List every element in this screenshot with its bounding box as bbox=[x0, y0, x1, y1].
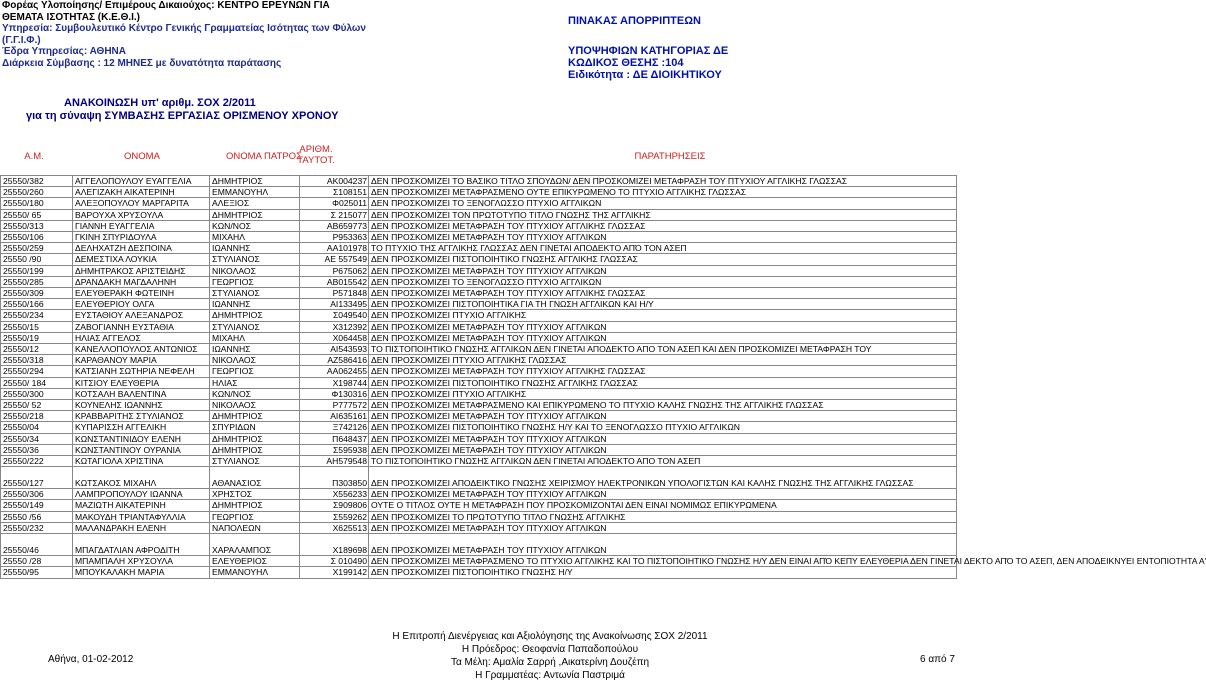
cell-father: ΔΗΜΗΤΡΙΟΣ bbox=[210, 176, 300, 187]
cell-father: ΜΙΧΑΗΛ bbox=[210, 332, 300, 343]
table-title: ΠΙΝΑΚΑΣ ΑΠΟΡΡΙΠΤΕΩΝ bbox=[568, 15, 701, 27]
candidate-category: ΥΠΟΨΗΦΙΩΝ ΚΑΤΗΓΟΡΙΑΣ ΔΕ bbox=[568, 45, 729, 57]
cell-father: ΧΑΡΑΛΑΜΠΟΣ bbox=[210, 534, 300, 556]
table-row bbox=[1, 254, 957, 265]
cell-name: ΚΩΝΣΤΑΝΤΙΝΙΔΟΥ ΕΛΕΝΗ bbox=[73, 433, 210, 444]
cell-am: 25550/95 bbox=[1, 567, 73, 578]
cell-am: 25550/ 184 bbox=[1, 377, 73, 388]
cell-father: ΔΗΜΗΤΡΙΟΣ bbox=[210, 411, 300, 422]
table-row bbox=[1, 522, 957, 533]
cell-remarks: ΔΕΝ ΠΡΟΣΚΟΜΙΖΕΙ ΜΕΤΑΦΡΑΣΗ ΤΟΥ ΠΤΥΧΙΟΥ ΑΓΓΛΙΚΩΝ bbox=[369, 321, 957, 332]
table-row bbox=[1, 556, 957, 567]
table-row bbox=[1, 467, 957, 489]
cell-am: 25550/222 bbox=[1, 456, 73, 467]
cell-am: 25550/19 bbox=[1, 332, 73, 343]
table-row bbox=[1, 209, 957, 220]
cell-id: ΑΙ635161 bbox=[300, 411, 369, 422]
cell-am: 25550/259 bbox=[1, 243, 73, 254]
announcement-line-2: για τη σύναψη ΣΥΜΒΑΣΗΣ ΕΡΓΑΣΙΑΣ ΟΡΙΣΜΕΝΟΥ ΧΡΟΝΟΥ bbox=[26, 110, 339, 122]
table-row bbox=[1, 310, 957, 321]
cell-am: 25550/149 bbox=[1, 500, 73, 511]
table-row bbox=[1, 500, 957, 511]
cell-name: ΚΩΤΑΓΙΟΛΑ ΧΡΙΣΤΙΝΑ bbox=[73, 456, 210, 467]
cell-father: ΔΗΜΗΤΡΙΟΣ bbox=[210, 500, 300, 511]
cell-father: ΕΛΕΥΘΕΡΙΟΣ bbox=[210, 556, 300, 567]
cell-remarks: ΔΕΝ ΠΡΟΣΚΟΜΙΖΕΙ ΜΕΤΑΦΡΑΣΜΕΝΟ ΤΟ ΠΤΥΧΙΟ ΑΓΓΛΙΚΗΣ ΚΑΙ ΤΟ ΠΙΣΤΟΠΟΙΗΤΙΚΟ ΓΝΩΣΗΣ Η/Υ ΔΕΝ ΕΙΝΑΙ ΑΠΌ ΚΕΠΥ ΕΛΕΥΘΕΡΙΑ ΔΕΝ ΓΙΝΕΤΑΙ ΔΕΚΤΟ ΑΠΌ ΤΟ ΑΣΕΠ, ΔΕΝ ΑΠΟΔΕΙΚΝΥΕΙ ΕΝΤΟΠΙΟΤΗΤΑ Α' bbox=[369, 556, 957, 567]
cell-father: ΚΩΝ/ΝΟΣ bbox=[210, 388, 300, 399]
col-father: ΟΝΟΜΑ ΠΑΤΡΟΣ bbox=[226, 151, 302, 162]
table-row bbox=[1, 511, 957, 522]
cell-father: ΚΩΝ/ΝΟΣ bbox=[210, 220, 300, 231]
cell-remarks: ΟΥΤΕ Ο ΤΙΤΛΟΣ ΟΥΤΕ Η ΜΕΤΑΦΡΑΣΗ ΠΟΥ ΠΡΟΣΚΟΜΙΖΟΝΤΑΙ ΔΕΝ ΕΙΝΑΙ ΝΟΜΙΜΩΣ ΕΠΙΚΥΡΩΜΕΝΑ bbox=[369, 500, 957, 511]
cell-remarks: ΔΕΝ ΠΡΟΣΚΟΜΙΖΕΙ ΜΕΤΑΦΡΑΣΗ ΤΟΥ ΠΤΥΧΙΟΥ ΑΓΓΛΙΚΩΝ bbox=[369, 522, 957, 533]
cell-name: ΗΛΙΑΣ ΑΓΓΕΛΟΣ bbox=[73, 332, 210, 343]
cell-father: ΜΙΧΑΗΛ bbox=[210, 232, 300, 243]
cell-id: ΑΙ133495 bbox=[300, 299, 369, 310]
position-code: ΚΩΔΙΚΟΣ ΘΕΣΗΣ :104 bbox=[568, 57, 684, 69]
cell-id: ΑΙ543593 bbox=[300, 344, 369, 355]
table-row bbox=[1, 220, 957, 231]
cell-name: ΔΗΜΗΤΡΑΚΟΣ ΑΡΙΣΤΕΙΔΗΣ bbox=[73, 265, 210, 276]
cell-name: ΓΙΑΝΝΗ ΕΥΑΓΓΕΛΙΑ bbox=[73, 220, 210, 231]
cell-name: ΛΑΜΠΡΟΠΟΥΛΟΥ ΙΩΑΝΝΑ bbox=[73, 489, 210, 500]
cell-remarks: ΔΕΝ ΠΡΟΣΚΟΜΙΖΕΙ ΠΙΣΤΟΠΟΙΗΤΙΚΟ ΓΝΩΣΗΣ Η/Υ ΚΑΙ ΤΟ ΞΕΝΟΓΛΩΣΣΟ ΠΤΥΧΙΟ ΑΓΓΛΙΚΩΝ bbox=[369, 422, 957, 433]
cell-am: 25550/46 bbox=[1, 534, 73, 556]
cell-father: ΓΕΩΡΓΙΟΣ bbox=[210, 511, 300, 522]
specialty: Ειδικότητα : ΔΕ ΔΙΟΙΚΗΤΙΚΟΥ bbox=[568, 69, 722, 81]
cell-id: Ρ571848 bbox=[300, 288, 369, 299]
cell-name: ΕΥΣΤΑΘΙΟΥ ΑΛΕΞΑΝΔΡΟΣ bbox=[73, 310, 210, 321]
table-row bbox=[1, 355, 957, 366]
cell-father: ΣΤΥΛΙΑΝΟΣ bbox=[210, 254, 300, 265]
cell-name: ΚΙΤΣΙΟΥ ΕΛΕΥΘΕΡΙΑ bbox=[73, 377, 210, 388]
cell-id: Σ595938 bbox=[300, 444, 369, 455]
cell-remarks: ΔΕΝ ΠΡΟΣΚΟΜΙΖΕΙ ΠΤΥΧΙΟ ΑΓΓΛΙΚΗΣ bbox=[369, 310, 957, 321]
cell-id: Φ025011 bbox=[300, 198, 369, 209]
agency-line-3: Υπηρεσία: Συμβουλευτικό Κέντρο Γενικής Γραμματείας Ισότητας των Φύλων bbox=[2, 23, 366, 35]
cell-remarks: ΔΕΝ ΠΡΟΣΚΟΜΙΖΕΙ ΤΟ ΞΕΝΟΓΛΩΣΣΟ ΠΤΥΧΙΟ ΑΓΓΛΙΚΩΝ bbox=[369, 198, 957, 209]
table-row bbox=[1, 321, 957, 332]
announcement bbox=[26, 97, 339, 123]
cell-remarks: ΔΕΝ ΠΡΟΣΚΟΜΙΖΕΙ ΜΕΤΑΦΡΑΣΗ ΤΟΥ ΠΤΥΧΙΟΥ ΑΓΓΛΙΚΩΝ bbox=[369, 534, 957, 556]
cell-remarks: ΔΕΝ ΠΡΟΣΚΟΜΙΖΕΙ ΜΕΤΑΦΡΑΣΗ ΤΟΥ ΠΤΥΧΙΟΥ ΑΓΓΛΙΚΩΝ bbox=[369, 444, 957, 455]
cell-am: 25550/34 bbox=[1, 433, 73, 444]
cell-remarks: ΔΕΝ ΠΡΟΣΚΟΜΙΖΕΙ ΑΠΟΔΕΙΚΤΙΚΟ ΓΝΩΣΗΣ ΧΕΙΡΙΣΜΟΥ ΗΛΕΚΤΡΟΝΙΚΩΝ ΥΠΟΛΟΓΙΣΤΩΝ ΚΑΙ ΚΑΛΗΣ ΓΝΩΣΗΣ ΤΗΣ ΑΓΓΛΙΚΗΣ ΓΛΩΣΣΑΣ bbox=[369, 467, 957, 489]
cell-am: 25550/127 bbox=[1, 467, 73, 489]
table-info bbox=[520, 0, 959, 84]
cell-name: ΜΠΑΜΠΑΛΗ ΧΡΥΣΟΥΛΑ bbox=[73, 556, 210, 567]
agency-line-5: Έδρα Υπηρεσίας: ΑΘΗΝΑ bbox=[2, 46, 126, 58]
rejections-table bbox=[0, 175, 1206, 579]
cell-remarks: ΔΕΝ ΠΡΟΣΚΟΜΙΖΕΙ ΠΙΣΤΟΠΟΙΗΤΙΚΟ ΓΝΩΣΗΣ ΑΓΓΛΙΚΗΣ ΓΛΩΣΣΑΣ bbox=[369, 254, 957, 265]
cell-id: Ρ675062 bbox=[300, 265, 369, 276]
table-row bbox=[1, 377, 957, 388]
cell-id: ΑΒ015542 bbox=[300, 276, 369, 287]
announcement-line-1: ΑΝΑΚΟΙΝΩΣΗ υπ' αριθμ. ΣΟΧ 2/2011 bbox=[64, 97, 256, 109]
cell-am: 25550/313 bbox=[1, 220, 73, 231]
cell-name: ΒΑΡΟΥΧΑ ΧΡΥΣΟΥΛΑ bbox=[73, 209, 210, 220]
cell-am: 25550/382 bbox=[1, 176, 73, 187]
members-line: Τα Μέλη: Αμαλία Σαρρή ,Αικατερίνη Δουζέπη bbox=[450, 657, 650, 668]
col-am: Α.Μ. bbox=[24, 151, 44, 162]
cell-name: ΜΑΖΙΩΤΗ ΑΙΚΑΤΕΡΙΝΗ bbox=[73, 500, 210, 511]
cell-name: ΕΛΕΥΘΕΡΙΟΥ ΟΛΓΑ bbox=[73, 299, 210, 310]
table-row bbox=[1, 265, 957, 276]
table-row bbox=[1, 433, 957, 444]
cell-id: Σ049540 bbox=[300, 310, 369, 321]
table-body bbox=[1, 176, 1206, 579]
cell-name: ΚΟΥΝΕΛΗΣ ΙΩΑΝΝΗΣ bbox=[73, 400, 210, 411]
table-row bbox=[1, 187, 957, 198]
cell-remarks: ΔΕΝ ΠΡΟΣΚΟΜΙΖΕΙ ΤΟ ΞΕΝΟΓΛΩΣΣΟ ΠΤΥΧΙΟ ΑΓΓΛΙΚΩΝ bbox=[369, 276, 957, 287]
cell-name: ΖΑΒΟΓΙΑΝΝΗ ΕΥΣΤΑΘΙΑ bbox=[73, 321, 210, 332]
cell-id: Φ130316 bbox=[300, 388, 369, 399]
table-row bbox=[1, 567, 957, 578]
cell-name: ΔΡΑΝΔΑΚΗ ΜΑΓΔΑΛΗΝΗ bbox=[73, 276, 210, 287]
cell-remarks: ΔΕΝ ΠΡΟΣΚΟΜΙΖΕΙ ΠΙΣΤΟΠΟΙΗΤΙΚΟ ΓΝΩΣΗΣ ΑΓΓΛΙΚΗΣ ΓΛΩΣΣΑΣ bbox=[369, 377, 957, 388]
table-row bbox=[1, 243, 957, 254]
cell-remarks: ΔΕΝ ΠΡΟΣΚΟΜΙΖΕΙ ΜΕΤΑΦΡΑΣΜΕΝΟ ΚΑΙ ΕΠΙΚΥΡΩΜΕΝΟ ΤΟ ΠΤΥΧΙΟ ΚΑΛΗΣ ΓΝΩΣΗΣ ΤΗΣ ΑΓΓΛΙΚΗΣ ΓΛΩΣΣΑΣ bbox=[369, 400, 957, 411]
cell-id: Χ198744 bbox=[300, 377, 369, 388]
cell-id: Π303850 bbox=[300, 467, 369, 489]
cell-remarks: ΔΕΝ ΠΡΟΣΚΟΜΙΖΕΙ ΠΤΥΧΙΟ ΑΓΓΛΙΚΗΣ bbox=[369, 388, 957, 399]
footer bbox=[0, 628, 959, 681]
cell-father: ΙΩΑΝΝΗΣ bbox=[210, 344, 300, 355]
table-row bbox=[1, 232, 957, 243]
cell-father: ΑΘΑΝΑΣΙΟΣ bbox=[210, 467, 300, 489]
cell-father: ΔΗΜΗΤΡΙΟΣ bbox=[210, 444, 300, 455]
cell-father: ΓΕΩΡΓΙΟΣ bbox=[210, 366, 300, 377]
cell-remarks: ΤΟ ΠΙΣΤΟΠΟΙΗΤΙΚΟ ΓΝΩΣΗΣ ΑΓΓΛΙΚΩΝ ΔΕΝ ΓΙΝΕΤΑΙ ΑΠΟΔΕΚΤΟ ΑΠΟ ΤΟΝ ΑΣΕΠ bbox=[369, 456, 957, 467]
col-id: ΑΡΙΘΜ. ΤΑΥΤΟΤ. bbox=[297, 144, 335, 166]
cell-name: ΑΓΓΕΛΟΠΟΥΛΟΥ ΕΥΑΓΓΕΛΙΑ bbox=[73, 176, 210, 187]
footer-date: Αθήνα, 01-02-2012 bbox=[48, 654, 134, 665]
cell-remarks: ΔΕΝ ΠΡΟΣΚΟΜΙΖΕΙ ΜΕΤΑΦΡΑΣΗ ΤΟΥ ΠΤΥΧΙΟΥ ΑΓΓΛΙΚΗΣ ΓΛΩΣΣΑΣ bbox=[369, 220, 957, 231]
cell-name: ΚΩΝΣΤΑΝΤΙΝΟΥ ΟΥΡΑΝΙΑ bbox=[73, 444, 210, 455]
cell-id: Ξ742126 bbox=[300, 422, 369, 433]
cell-id: ΑΕ 557549 bbox=[300, 254, 369, 265]
cell-am: 25550/306 bbox=[1, 489, 73, 500]
cell-father: ΔΗΜΗΤΡΙΟΣ bbox=[210, 310, 300, 321]
col-name: ΟΝΟΜΑ bbox=[124, 151, 160, 162]
cell-id: Σ108151 bbox=[300, 187, 369, 198]
cell-am: 25550/ 52 bbox=[1, 400, 73, 411]
cell-father: ΝΑΠΟΛΕΩΝ bbox=[210, 522, 300, 533]
agency-info bbox=[0, 0, 520, 84]
table-row bbox=[1, 299, 957, 310]
page-header bbox=[0, 0, 959, 84]
cell-name: ΑΛΕΓΙΖΑΚΗ ΑΙΚΑΤΕΡΙΝΗ bbox=[73, 187, 210, 198]
cell-remarks: ΔΕΝ ΠΡΟΣΚΟΜΙΖΕΙ ΤΟ ΒΑΣΙΚΟ ΤΙΤΛΟ ΣΠΟΥΔΩΝ/ ΔΕΝ ΠΡΟΣΚΟΜΙΖΕΙ ΜΕΤΑΦΡΑΣΗ ΤΟΥ ΠΤΥΧΙΟΥ ΑΓΓΛΙΚΗΣ ΓΛΩΣΣΑΣ bbox=[369, 176, 957, 187]
cell-am: 25550/199 bbox=[1, 265, 73, 276]
cell-id: Π648437 bbox=[300, 433, 369, 444]
cell-father: ΝΙΚΟΛΑΟΣ bbox=[210, 265, 300, 276]
cell-father: ΓΕΩΡΓΙΟΣ bbox=[210, 276, 300, 287]
cell-am: 25550/36 bbox=[1, 444, 73, 455]
cell-am: 25550/285 bbox=[1, 276, 73, 287]
cell-name: ΚΑΤΣΙΑΝΗ ΣΩΤΗΡΙΑ ΝΕΦΕΛΗ bbox=[73, 366, 210, 377]
cell-am: 25550/166 bbox=[1, 299, 73, 310]
cell-am: 25550 /28 bbox=[1, 556, 73, 567]
table-row bbox=[1, 198, 957, 209]
cell-am: 25550/218 bbox=[1, 411, 73, 422]
cell-id: Χ199142 bbox=[300, 567, 369, 578]
cell-id: Σ909806 bbox=[300, 500, 369, 511]
committee-line: Η Επιτροπή Διενέργειας και Αξιολόγησης της Ανακοίνωσης ΣΟΧ 2/2011 bbox=[392, 631, 708, 642]
cell-name: ΜΑΚΟΥΔΗ ΤΡΙΑΝΤΑΦΥΛΛΙΑ bbox=[73, 511, 210, 522]
table-header bbox=[0, 142, 959, 167]
cell-name: ΜΠΑΓΔΑΤΛΙΑΝ ΑΦΡΟΔΙΤΗ bbox=[73, 534, 210, 556]
cell-name: ΜΠΟΥΚΑΛΑΚΗ ΜΑΡΙΑ bbox=[73, 567, 210, 578]
page-number: 6 από 7 bbox=[920, 654, 955, 665]
cell-remarks: ΔΕΝ ΠΡΟΣΚΟΜΙΖΕΙ ΜΕΤΑΦΡΑΣΗ ΤΟΥ ΠΤΥΧΙΟΥ ΑΓΓΛΙΚΩΝ bbox=[369, 489, 957, 500]
agency-line-2: ΘΕΜΑΤΑ ΙΣΟΤΗΤΑΣ (Κ.Ε.Θ.Ι.) bbox=[2, 11, 141, 23]
cell-am: 25550/309 bbox=[1, 288, 73, 299]
cell-father: ΔΗΜΗΤΡΙΟΣ bbox=[210, 433, 300, 444]
cell-id: ΑΒ659773 bbox=[300, 220, 369, 231]
cell-id: Χ312392 bbox=[300, 321, 369, 332]
cell-father: ΝΙΚΟΛΑΟΣ bbox=[210, 400, 300, 411]
cell-remarks: ΔΕΝ ΠΡΟΣΚΟΜΙΖΕΙ ΤΟΝ ΠΡΩΤΟΤΥΠΟ ΤΙΤΛΟ ΓΝΩΣΗΣ ΤΗΣ ΑΓΓΛΙΚΗΣ bbox=[369, 209, 957, 220]
president-line: Η Πρόεδρος: Θεοφανία Παπαδοπούλου bbox=[461, 644, 639, 655]
cell-remarks: ΔΕΝ ΠΡΟΣΚΟΜΙΖΕΙ ΜΕΤΑΦΡΑΣΗ ΤΟΥ ΠΤΥΧΙΟΥ ΑΓΓΛΙΚΗΣ ΓΛΩΣΣΑΣ bbox=[369, 288, 957, 299]
cell-am: 25550/106 bbox=[1, 232, 73, 243]
cell-am: 25550/294 bbox=[1, 366, 73, 377]
cell-id: ΑΖ586416 bbox=[300, 355, 369, 366]
table-row bbox=[1, 176, 957, 187]
cell-remarks: ΔΕΝ ΠΡΟΣΚΟΜΙΖΕΙ ΜΕΤΑΦΡΑΣΗ ΤΟΥ ΠΤΥΧΙΟΥ ΑΓΓΛΙΚΩΝ bbox=[369, 411, 957, 422]
table-row bbox=[1, 444, 957, 455]
cell-father: ΣΤΥΛΙΑΝΟΣ bbox=[210, 321, 300, 332]
secretary-line: Η Γραμματέας: Αντωνία Παστριμά bbox=[475, 670, 625, 681]
cell-remarks: ΔΕΝ ΠΡΟΣΚΟΜΙΖΕΙ ΜΕΤΑΦΡΑΣΗ ΤΟΥ ΠΤΥΧΙΟΥ ΑΓΓΛΙΚΩΝ bbox=[369, 265, 957, 276]
cell-id: Σ559262 bbox=[300, 511, 369, 522]
cell-remarks: ΔΕΝ ΠΡΟΣΚΟΜΙΖΕΙ ΜΕΤΑΦΡΑΣΜΕΝΟ ΟΥΤΕ ΕΠΙΚΥΡΩΜΕΝΟ ΤΟ ΠΤΥΧΙΟ ΑΓΓΛΙΚΗΣ ΓΛΩΣΣΑΣ bbox=[369, 187, 957, 198]
cell-name: ΚΑΡΑΘΑΝΟΥ ΜΑΡΙΑ bbox=[73, 355, 210, 366]
cell-remarks: ΔΕΝ ΠΡΟΣΚΟΜΙΖΕΙ ΜΕΤΑΦΡΑΣΗ ΤΟΥ ΠΤΥΧΙΟΥ ΑΓΓΛΙΚΩΝ bbox=[369, 332, 957, 343]
cell-am: 25550 /56 bbox=[1, 511, 73, 522]
table-row bbox=[1, 332, 957, 343]
cell-name: ΑΛΕΞΟΠΟΥΛΟΥ ΜΑΡΓΑΡΙΤΑ bbox=[73, 198, 210, 209]
cell-name: ΕΛΕΥΘΕΡΑΚΗ ΦΩΤΕΙΝΗ bbox=[73, 288, 210, 299]
cell-am: 25550/318 bbox=[1, 355, 73, 366]
agency-line-1: Φορέας Υλοποίησης/ Επιμέρους Δικαιούχος: ΚΕΝΤΡΟ ΕΡΕΥΝΩΝ ΓΙΑ bbox=[2, 0, 330, 11]
cell-am: 25550/15 bbox=[1, 321, 73, 332]
cell-am: 25550/234 bbox=[1, 310, 73, 321]
cell-name: ΚΡΑΒΒΑΡΙΤΗΣ ΣΤΥΛΙΑΝΟΣ bbox=[73, 411, 210, 422]
cell-father: ΕΜΜΑΝΟΥΗΛ bbox=[210, 187, 300, 198]
cell-father: ΝΙΚΟΛΑΟΣ bbox=[210, 355, 300, 366]
cell-father: ΑΛΕΞΙΟΣ bbox=[210, 198, 300, 209]
table-row bbox=[1, 288, 957, 299]
cell-id: ΑΑ062455 bbox=[300, 366, 369, 377]
cell-father: ΣΠΥΡΙΔΩΝ bbox=[210, 422, 300, 433]
table-row bbox=[1, 388, 957, 399]
cell-name: ΔΕΜΕΣΤΙΧΑ ΛΟΥΚΙΑ bbox=[73, 254, 210, 265]
cell-father: ΣΤΥΛΙΑΝΟΣ bbox=[210, 456, 300, 467]
cell-father: ΣΤΥΛΙΑΝΟΣ bbox=[210, 288, 300, 299]
cell-remarks: ΔΕΝ ΠΡΟΣΚΟΜΙΖΕΙ ΤΟ ΠΡΩΤΟΤΥΠΟ ΤΙΤΛΟ ΓΝΩΣΗΣ ΑΓΓΛΙΚΗΣ bbox=[369, 511, 957, 522]
cell-name: ΚΩΤΣΑΚΟΣ ΜΙΧΑΗΛ bbox=[73, 467, 210, 489]
cell-name: ΓΚΙΝΗ ΣΠΥΡΙΔΟΥΛΑ bbox=[73, 232, 210, 243]
cell-id: Χ625513 bbox=[300, 522, 369, 533]
cell-id: Ρ777572 bbox=[300, 400, 369, 411]
cell-father: ΕΜΜΑΝΟΥΗΛ bbox=[210, 567, 300, 578]
cell-am: 25550/232 bbox=[1, 522, 73, 533]
cell-name: ΚΟΤΣΑΛΗ ΒΑΛΕΝΤΙΝΑ bbox=[73, 388, 210, 399]
cell-am: 25550/300 bbox=[1, 388, 73, 399]
cell-remarks: ΔΕΝ ΠΡΟΣΚΟΜΙΖΕΙ ΜΕΤΑΦΡΑΣΗ ΤΟΥ ΠΤΥΧΙΟΥ ΑΓΓΛΙΚΩΝ bbox=[369, 232, 957, 243]
cell-father: ΗΛΙΑΣ bbox=[210, 377, 300, 388]
cell-name: ΚΑΝΕΛΛΟΠΟΥΛΟΣ ΑΝΤΩΝΙΟΣ bbox=[73, 344, 210, 355]
cell-father: ΔΗΜΗΤΡΙΟΣ bbox=[210, 209, 300, 220]
table-row bbox=[1, 366, 957, 377]
table-row bbox=[1, 400, 957, 411]
cell-am: 25550/180 bbox=[1, 198, 73, 209]
cell-am: 25550 /90 bbox=[1, 254, 73, 265]
table-row bbox=[1, 344, 957, 355]
cell-am: 25550/12 bbox=[1, 344, 73, 355]
cell-father: ΙΩΑΝΝΗΣ bbox=[210, 299, 300, 310]
table-row bbox=[1, 534, 957, 556]
cell-father: ΙΩΑΝΝΗΣ bbox=[210, 243, 300, 254]
cell-remarks: ΔΕΝ ΠΡΟΣΚΟΜΙΖΕΙ ΠΙΣΤΟΠΟΙΗΤΙΚΟ ΓΝΩΣΗΣ Η/Υ bbox=[369, 567, 957, 578]
agency-line-4: (Γ.Γ.Ι.Φ.) bbox=[2, 34, 41, 46]
cell-remarks: ΔΕΝ ΠΡΟΣΚΟΜΙΖΕΙ ΠΤΥΧΙΟ ΑΓΓΛΙΚΗΣ ΓΛΩΣΣΑΣ bbox=[369, 355, 957, 366]
cell-id: Χ556233 bbox=[300, 489, 369, 500]
cell-name: ΜΑΛΑΝΔΡΑΚΗ ΕΛΕΝΗ bbox=[73, 522, 210, 533]
cell-father: ΧΡΗΣΤΟΣ bbox=[210, 489, 300, 500]
cell-id: Σ 010490 bbox=[300, 556, 369, 567]
cell-remarks: ΔΕΝ ΠΡΟΣΚΟΜΙΖΕΙ ΜΕΤΑΦΡΑΣΗ ΤΟΥ ΠΤΥΧΙΟΥ ΑΓΓΛΙΚΗΣ ΓΛΩΣΣΑΣ bbox=[369, 366, 957, 377]
col-remarks: ΠΑΡΑΤΗΡΗΣΕΙΣ bbox=[634, 151, 706, 162]
cell-remarks: ΔΕΝ ΠΡΟΣΚΟΜΙΖΕΙ ΠΙΣΤΟΠΟΙΗΤΙΚΑ ΓΙΑ ΤΗ ΓΝΩΣΗ ΑΓΓΛΙΚΩΝ ΚΑΙ Η/Υ bbox=[369, 299, 957, 310]
agency-line-6: Διάρκεια Σύμβασης : 12 ΜΗΝΕΣ με δυνατότητα παράτασης bbox=[2, 57, 282, 69]
cell-id: Ρ953363 bbox=[300, 232, 369, 243]
cell-remarks: ΔΕΝ ΠΡΟΣΚΟΜΙΖΕΙ ΜΕΤΑΦΡΑΣΗ ΤΟΥ ΠΤΥΧΙΟΥ ΑΓΓΛΙΚΩΝ bbox=[369, 433, 957, 444]
cell-am: 25550/ 65 bbox=[1, 209, 73, 220]
cell-am: 25550/260 bbox=[1, 187, 73, 198]
cell-id: ΑΑ101978 bbox=[300, 243, 369, 254]
cell-id: Σ 215077 bbox=[300, 209, 369, 220]
cell-am: 25550/04 bbox=[1, 422, 73, 433]
cell-name: ΔΕΛΗΧΑΤΖΗ ΔΕΣΠΟΙΝΑ bbox=[73, 243, 210, 254]
cell-name: ΚΥΠΑΡΙΣΣΗ ΑΓΓΕΛΙΚΗ bbox=[73, 422, 210, 433]
table-row bbox=[1, 489, 957, 500]
cell-remarks: ΤΟ ΠΙΣΤΟΠΟΙΗΤΙΚΟ ΓΝΩΣΗΣ ΑΓΓΛΙΚΩΝ ΔΕΝ ΓΙΝΕΤΑΙ ΑΠΟΔΕΚΤΟ ΑΠΟ ΤΟΝ ΑΣΕΠ ΚΑΙ ΔΕΝ ΠΡΟΣΚΟΜΙΖΕΙ ΜΕΤΑΦΡΑΣΗ ΤΟΥ bbox=[369, 344, 957, 355]
table-row bbox=[1, 411, 957, 422]
cell-id: Χ064458 bbox=[300, 332, 369, 343]
table-row bbox=[1, 456, 957, 467]
cell-id: ΑΚ004237 bbox=[300, 176, 369, 187]
cell-remarks: ΤΟ ΠΤΥΧΙΟ ΤΗΣ ΑΓΓΛΙΚΗΣ ΓΛΩΣΣΑΣ ΔΕΝ ΓΙΝΕΤΑΙ ΑΠΟΔΕΚΤΟ ΑΠΌ ΤΟΝ ΑΣΕΠ bbox=[369, 243, 957, 254]
cell-id: Χ189698 bbox=[300, 534, 369, 556]
cell-id: ΑΗ579548 bbox=[300, 456, 369, 467]
table-row bbox=[1, 422, 957, 433]
table-row bbox=[1, 276, 957, 287]
